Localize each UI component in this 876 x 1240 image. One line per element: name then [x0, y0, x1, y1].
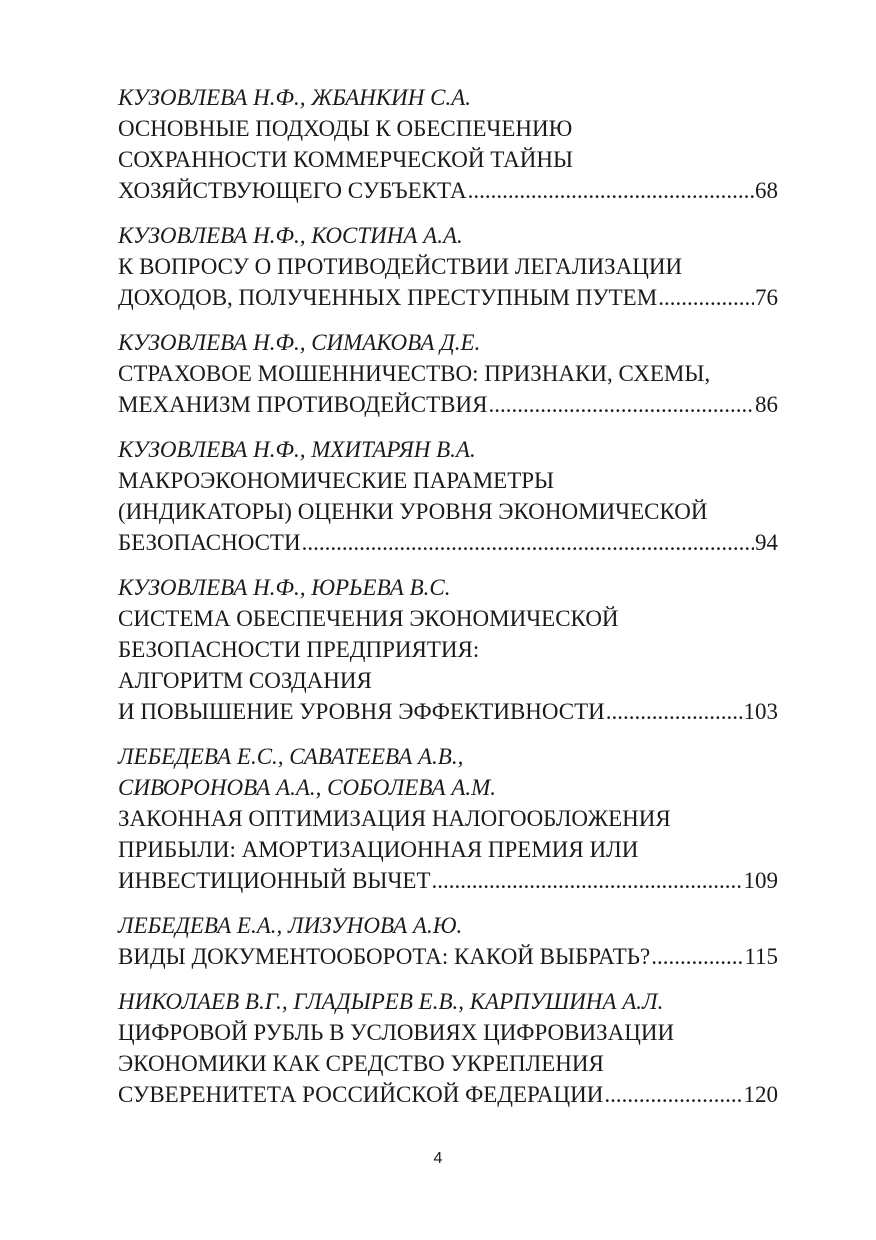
toc-entry-title-end: БЕЗОПАСНОСТИ	[118, 530, 301, 555]
toc-entry-page: 86	[755, 392, 778, 417]
toc-entry-authors: КУЗОВЛЕВА Н.Ф., СИМАКОВА Д.Е.	[118, 330, 481, 355]
toc-entry-last-line[interactable]	[118, 941, 778, 972]
dot-leader	[658, 282, 754, 313]
toc-entry-title-line: ЗАКОННАЯ ОПТИМИЗАЦИЯ НАЛОГООБЛОЖЕНИЯ	[118, 806, 671, 831]
toc-entry-title-end: ХОЗЯЙСТВУЮЩЕГО СУБЪЕКТА	[118, 178, 467, 203]
toc-entry-authors: КУЗОВЛЕВА Н.Ф., ЮРЬЕВА В.С.	[118, 575, 451, 600]
toc-entry-last-line[interactable]	[118, 389, 778, 420]
toc-entry	[118, 220, 778, 313]
toc-entry-last-line[interactable]	[118, 696, 778, 727]
toc-entry-page: 94	[755, 530, 778, 555]
toc-entry-title-line: СОХРАННОСТИ КОММЕРЧЕСКОЙ ТАЙНЫ	[118, 147, 574, 172]
toc-entry	[118, 327, 778, 420]
toc-entry-title-line: МАКРОЭКОНОМИЧЕСКИЕ ПАРАМЕТРЫ	[118, 468, 555, 493]
toc-entry-title-end: ДОХОДОВ, ПОЛУЧЕННЫХ ПРЕСТУПНЫМ ПУТЕМ	[118, 285, 658, 310]
toc-entry-title-line: К ВОПРОСУ О ПРОТИВОДЕЙСТВИИ ЛЕГАЛИЗАЦИИ	[118, 254, 683, 279]
toc-entry-authors: КУЗОВЛЕВА Н.Ф., МХИТАРЯН В.А.	[118, 437, 476, 462]
toc-entry-title-line: ОСНОВНЫЕ ПОДХОДЫ К ОБЕСПЕЧЕНИЮ	[118, 116, 573, 141]
toc-entry-title-line: СТРАХОВОЕ МОШЕННИЧЕСТВО: ПРИЗНАКИ, СХЕМЫ,	[118, 361, 711, 386]
toc-entry-last-line[interactable]	[118, 1079, 778, 1110]
toc-entry-authors: ЛЕБЕДЕВА Е.С., САВАТЕЕВА А.В.,	[118, 744, 464, 769]
toc-entry	[118, 572, 778, 727]
dot-leader	[468, 175, 754, 206]
toc-entry-page: 103	[743, 699, 778, 724]
toc-entry-title-line: АЛГОРИТМ СОЗДАНИЯ	[118, 668, 372, 693]
toc-entry-title-line: СИСТЕМА ОБЕСПЕЧЕНИЯ ЭКОНОМИЧЕСКОЙ	[118, 606, 619, 631]
toc-entry	[118, 434, 778, 558]
toc-entry-last-line[interactable]	[118, 175, 778, 206]
toc-entry	[118, 741, 778, 896]
dot-leader	[302, 527, 754, 558]
toc-entry-title-end: ВИДЫ ДОКУМЕНТООБОРОТА: КАКОЙ ВЫБРАТЬ?	[118, 944, 651, 969]
dot-leader	[604, 1079, 742, 1110]
toc-entry-title-line: ЭКОНОМИКИ КАК СРЕДСТВО УКРЕПЛЕНИЯ	[118, 1051, 604, 1076]
toc-entry	[118, 82, 778, 206]
toc-entry-page: 76	[755, 285, 778, 310]
toc-entry-page: 68	[755, 178, 778, 203]
toc-entry-title-line: ЦИФРОВОЙ РУБЛЬ В УСЛОВИЯХ ЦИФРОВИЗАЦИИ	[118, 1020, 675, 1045]
toc-entry-authors: НИКОЛАЕВ В.Г., ГЛАДЫРЕВ Е.В., КАРПУШИНА А.Л.	[118, 989, 664, 1014]
page-number: 4	[433, 1150, 443, 1167]
dot-leader	[488, 389, 754, 420]
toc-entry-page: 120	[743, 1082, 778, 1107]
toc-entry-authors: ЛЕБЕДЕВА Е.А., ЛИЗУНОВА А.Ю.	[118, 913, 463, 938]
toc-entry-last-line[interactable]	[118, 527, 778, 558]
toc-entry-title-end: ИНВЕСТИЦИОННЫЙ ВЫЧЕТ	[118, 868, 431, 893]
toc-entry-page: 109	[743, 868, 778, 893]
toc-entry-title-line: (ИНДИКАТОРЫ) ОЦЕНКИ УРОВНЯ ЭКОНОМИЧЕСКОЙ	[118, 499, 708, 524]
toc-entry-last-line[interactable]	[118, 865, 778, 896]
toc-entry-title-end: СУВЕРЕНИТЕТА РОССИЙСКОЙ ФЕДЕРАЦИИ	[118, 1082, 604, 1107]
toc-entry-last-line[interactable]	[118, 282, 778, 313]
toc-entry-page: 115	[744, 944, 778, 969]
toc-entry-authors: КУЗОВЛЕВА Н.Ф., КОСТИНА А.А.	[118, 223, 463, 248]
dot-leader	[432, 865, 743, 896]
table-of-contents	[118, 82, 778, 1124]
dot-leader	[651, 941, 743, 972]
toc-entry-authors: КУЗОВЛЕВА Н.Ф., ЖБАНКИН С.А.	[118, 85, 472, 110]
toc-entry-title-line: БЕЗОПАСНОСТИ ПРЕДПРИЯТИЯ:	[118, 637, 480, 662]
toc-entry-title-end: МЕХАНИЗМ ПРОТИВОДЕЙСТВИЯ	[118, 392, 488, 417]
toc-entry	[118, 986, 778, 1110]
toc-entry	[118, 910, 778, 972]
toc-entry-authors: СИВОРОНОВА А.А., СОБОЛЕВА А.М.	[118, 775, 497, 800]
dot-leader	[606, 696, 743, 727]
toc-entry-title-line: ПРИБЫЛИ: АМОРТИЗАЦИОННАЯ ПРЕМИЯ ИЛИ	[118, 837, 639, 862]
toc-entry-title-end: И ПОВЫШЕНИЕ УРОВНЯ ЭФФЕКТИВНОСТИ	[118, 699, 605, 724]
